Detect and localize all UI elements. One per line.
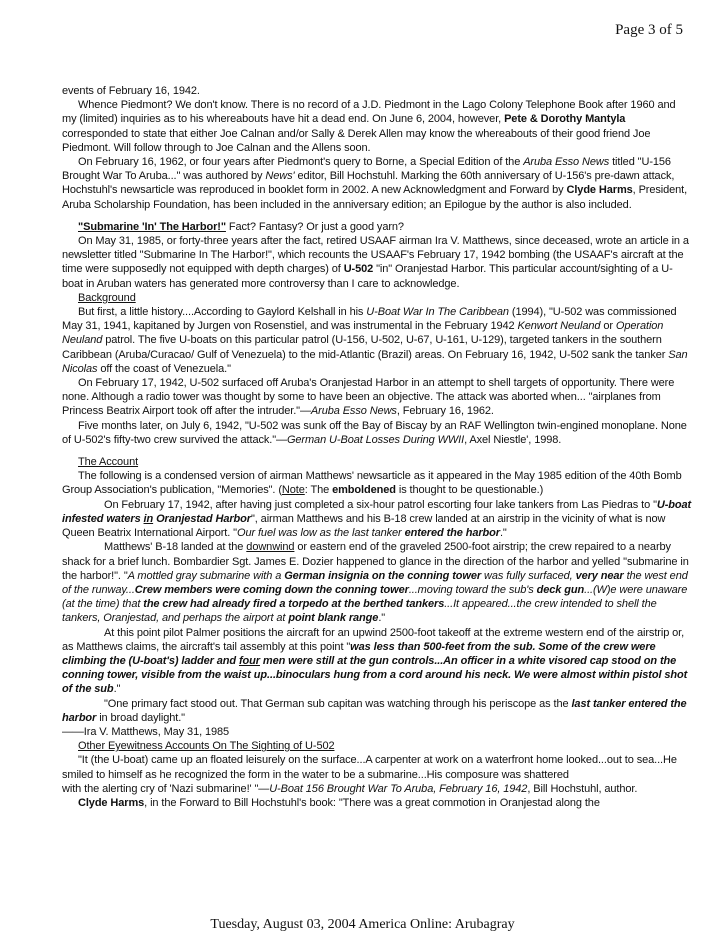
paragraph: On February 17, 1942, U-502 surfaced off Aruba's Oranjestad Harbor in an attempt to shell targets of opportunity. There were none. Although a radio tower was thought by some to have been an objective. The attack was aborted when... "airplanes from Princess Beatrix Airport took off after the intruder."—Aruba Esso News, February 16, 1962. xyxy=(62,377,675,418)
paragraph: At this point pilot Palmer positions the aircraft for an upwind 2500-foot takeoff at the extreme western end of the airstrip or, as Matthews claims, the aircraft's tail assembly at this point "was less than 500-feet from the sub. Some of the crew were climbing the (U-boat's) ladder and four men were still at the gun controls...An officer in a white visored cap stood on the conning tower, visible from the waist up...binoculars hung from a cord around his neck. We were almost within pistol shot of the sub." xyxy=(62,626,688,696)
paragraph: Matthews' B-18 landed at the downwind or eastern end of the graveled 2500-foot airstrip; the crew repaired to a nearby shack for a brief lunch. Bombardier Sgt. James E. Dozier happened to glance in the direction of the harbor and yelled "submarine in the harbor!". "A mottled gray submarine with a German insignia on the conning tower was fully surfaced, very near the west end of the runway...Crew members were coming down the conning tower...moving toward the sub's deck gun...(W)e were unaware (at the time) that the crew had already fired a torpedo at the berthed tankers...It appeared...the crew intended to shell the tankers, Oranjestad, and perhaps the airport at point blank range." xyxy=(62,541,689,625)
paragraph: Five months later, on July 6, 1942, "U-502 was sunk off the Bay of Biscay by an RAF Wellington twin-engined monoplane. None of U-502's fifty-two crew survived the attack."—German U-Boat Losses During WWII, Axel Niestle', 1998. xyxy=(62,419,687,446)
section-heading: "Submarine 'In' The Harbor!" Fact? Fantasy? Or just a good yarn? xyxy=(78,220,404,233)
paragraph: The following is a condensed version of airman Matthews' newsarticle as it appeared in the May 1985 edition of the 40th Bomb Group Association's publication, "Memories". (Note: The emboldened is thought to be questionable.) xyxy=(62,470,682,497)
paragraph: On February 16, 1962, or four years after Piedmont's query to Borne, a Special Edition of the Aruba Esso News titled "U-156 Brought War To Aruba..." was authored by News' editor, Bill Hochstuhl. Marking the 60th anniversary of U-156's pre-dawn attack, Hochstuhl's newsarticle was reproduced in booklet form in 2002. A new Acknowledgment and Forward by Clyde Harms, President, Aruba Scholarship Foundation, has been included in the anniversary edition; an Epilogue by the author is also included. xyxy=(62,156,688,211)
paragraph: "It (the U-boat) came up an floated leisurely on the surface...A carpenter at work on a waterfront home looked...out to sea...He smiled to himself as he recognized the form in the water to be a submarine...His composure was shattered xyxy=(62,754,677,781)
paragraph: On February 17, 1942, after having just completed a six-hour patrol escorting four lake tankers from Las Piedras to "U-boat infested waters in Oranjestad Harbor", airman Matthews and his B-18 crew landed at an airstrip in the vicinity of what is now Queen Beatrix International Airport. "Our fuel was low as the last tanker entered the harbor." xyxy=(62,498,692,540)
paragraph: But first, a little history....According to Gaylord Kelshall in his U-Boat War In The Caribbean (1994), "U-502 was commissioned May 31, 1941, kapitaned by Jurgen von Rosenstiel, and was instrumental in the February 1942 Kenwort Neuland or Operation Neuland patrol. The five U-boats on this particular patrol (U-156, U-502, U-67, U-161, U-129), targeted tankers in the southern Caribbean (Aruba/Curacao/ Gulf of Venezuela) to the mid-Atlantic (Brazil) areas. On February 16, 1942, U-502 sank the tanker San Nicolas off the coast of Venezuela." xyxy=(62,306,688,375)
paragraph: On May 31, 1985, or forty-three years after the fact, retired USAAF airman Ira V. Matthews, since deceased, wrote an article in a newsletter titled "Submarine In The Harbor!", which recounts the USAAF's February 17, 1942 bombing (the USAAF's aircraft at the time were supposedly not equipped with depth charges) of U-502 "in" Oranjestad Harbor. This particular account/sighting of a U-boat in Aruban waters has generated more controversy than I care to acknowledge. xyxy=(62,235,689,290)
subheading-other-accounts: Other Eyewitness Accounts On The Sighting of U-502 xyxy=(78,740,335,753)
subheading-background: Background xyxy=(78,291,136,304)
paragraph: Whence Piedmont? We don't know. There is no record of a J.D. Piedmont in the Lago Colony Telephone Book after 1960 and my (limited) inquiries as to his whereabouts have hit a dead end. On June 6, 2004, however, Pete & Dorothy Mantyla corresponded to state that either Joe Calnan and/or Sally & Derek Allen may know the whereabouts of their good friend Joe Piedmont. Will follow through to Joe Calnan and the Allens soon. xyxy=(62,99,676,154)
document-body xyxy=(62,84,692,810)
paragraph: "One primary fact stood out. That German sub capitan was watching through his periscope as the last tanker entered the harbor in broad daylight." xyxy=(62,697,687,724)
bold-name: Clyde Harms xyxy=(78,796,145,809)
section-title: "Submarine 'In' The Harbor!" xyxy=(78,220,226,233)
paragraph: with the alerting cry of 'Nazi submarine!' "—U-Boat 156 Brought War To Aruba, February 16, 1942, Bill Hochstuhl, author. xyxy=(62,782,638,795)
page-footer: Tuesday, August 03, 2004 America Online: Arubagray xyxy=(210,917,515,932)
paragraph: Clyde Harms, in the Forward to Bill Hochstuhl's book: "There was a great commotion in Oranjestad along the xyxy=(78,796,600,809)
subheading-account: The Account xyxy=(78,456,139,469)
attribution: ——Ira V. Matthews, May 31, 1985 xyxy=(62,725,230,738)
bold-name: Clyde Harms xyxy=(566,184,633,197)
bold-name: Pete & Dorothy Mantyla xyxy=(504,113,626,126)
page-number: Page 3 of 5 xyxy=(615,22,683,38)
paragraph: events of February 16, 1942. xyxy=(62,85,200,97)
